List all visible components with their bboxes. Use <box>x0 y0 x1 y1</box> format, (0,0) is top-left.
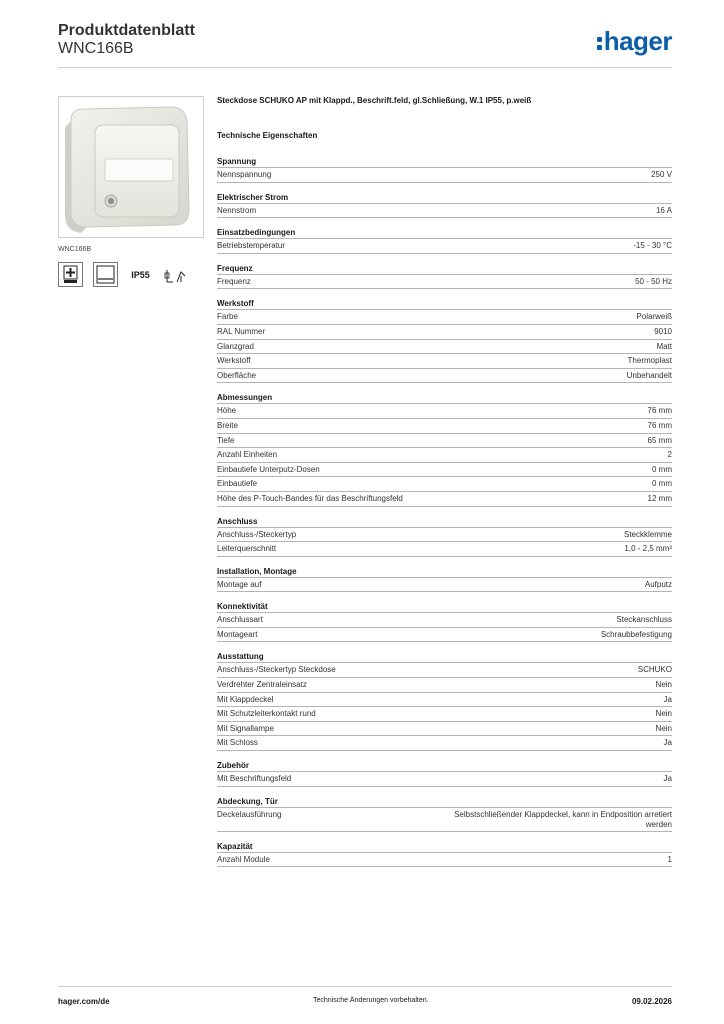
spec-label: Betriebstemperatur <box>217 241 286 251</box>
spec-value: Steckanschluss <box>616 615 672 625</box>
spec-value: 76 mm <box>647 420 672 430</box>
spec-group <box>217 193 672 219</box>
spec-group <box>217 797 672 832</box>
spec-row <box>217 434 672 449</box>
spec-row <box>217 542 672 557</box>
spec-label: Mit Klappdeckel <box>217 694 274 704</box>
spec-row <box>217 663 672 678</box>
spec-group-title: Einsatzbedingungen <box>217 228 672 239</box>
spec-row <box>217 613 672 628</box>
spec-label: Montageart <box>217 629 258 639</box>
spec-row <box>217 628 672 643</box>
spec-value: Ja <box>663 694 672 704</box>
spec-row <box>217 477 672 492</box>
spec-value: SCHUKO <box>637 665 672 675</box>
spec-label: Einbautiefe Unterputz-Dosen <box>217 464 320 474</box>
spec-label: Mit Signallampe <box>217 723 274 733</box>
spec-label: Nennspannung <box>217 170 272 179</box>
spec-row <box>217 736 672 751</box>
spec-value: 9010 <box>654 326 672 336</box>
spec-group <box>217 228 672 254</box>
spec-label: Verdrehter Zentraleinsatz <box>217 680 307 690</box>
spec-value: 76 mm <box>647 406 672 416</box>
spec-group-title: Kapazität <box>217 842 672 853</box>
spec-group <box>217 157 672 183</box>
footer-website-link[interactable]: hager.com/de <box>58 997 110 1006</box>
spec-value: 16 A <box>655 205 672 215</box>
page-header <box>58 22 672 68</box>
footer-notice: Technische Änderungen vorbehalten. <box>312 997 429 1004</box>
spec-group <box>217 761 672 787</box>
spec-group <box>217 602 672 642</box>
spec-value: Unbehandelt <box>626 370 672 380</box>
spec-label: Einbautiefe <box>217 479 258 489</box>
spec-row <box>217 404 672 419</box>
spec-label: Anschluss-/Steckertyp Steckdose <box>217 665 336 675</box>
spec-label: Deckelausführung <box>217 809 282 819</box>
spec-label: Frequenz <box>217 276 251 286</box>
spec-row <box>217 528 672 543</box>
spec-group-title: Werkstoff <box>217 299 672 310</box>
spec-row <box>217 492 672 507</box>
spec-row <box>217 419 672 434</box>
spec-label: Farbe <box>217 312 238 322</box>
spec-value: Polarweiß <box>636 312 672 322</box>
product-description: Steckdose SCHUKO AP mit Klappd., Beschrift.feld, gl.Schließung, W.1 IP55, p.weiß <box>217 96 532 105</box>
spec-group <box>217 299 672 383</box>
document-title: Produktdatenblatt <box>58 22 195 39</box>
spec-row <box>217 693 672 708</box>
protection-class-icon <box>58 262 83 287</box>
spec-label: RAL Nummer <box>217 326 266 336</box>
specification-column <box>217 96 672 867</box>
page-footer <box>58 997 672 1006</box>
spec-row <box>217 340 672 355</box>
spec-group <box>217 517 672 557</box>
spec-row <box>217 578 672 593</box>
spec-label: Höhe <box>217 406 237 416</box>
ip-rating-badge: IP55 <box>128 262 153 287</box>
spec-value: Nein <box>655 723 672 733</box>
product-media <box>58 96 204 287</box>
spec-row <box>217 678 672 693</box>
spec-label: Anschluss-/Steckertyp <box>217 529 297 539</box>
spec-group-title: Anschluss <box>217 517 672 528</box>
spec-groups <box>217 157 672 867</box>
spec-group-title: Zubehör <box>217 761 672 772</box>
spec-group-title: Spannung <box>217 157 672 168</box>
spec-row <box>217 808 672 832</box>
spec-value: Nein <box>655 680 672 690</box>
spec-group-title: Ausstattung <box>217 652 672 663</box>
spec-row <box>217 722 672 737</box>
image-caption: WNC166B <box>58 246 92 253</box>
spec-label: Nennstrom <box>217 205 257 215</box>
spec-group-title: Abdeckung, Tür <box>217 797 672 808</box>
spec-label: Tiefe <box>217 435 235 445</box>
spec-group-title: Abmessungen <box>217 393 672 404</box>
logo-text: hager <box>603 26 672 56</box>
surface-mount-icon <box>93 262 118 287</box>
spec-value: 2 <box>667 450 672 460</box>
spec-row <box>217 239 672 254</box>
spec-label: Montage auf <box>217 579 262 589</box>
spec-value: -15 - 30 °C <box>633 241 672 251</box>
product-image <box>58 96 204 238</box>
spec-value: Schraubbefestigung <box>600 629 672 639</box>
spec-label: Mit Schloss <box>217 738 258 748</box>
section-heading: Technische Eigenschaften <box>217 131 318 140</box>
spec-row <box>217 463 672 478</box>
socket-illustration-icon <box>59 97 203 237</box>
spec-label: Anzahl Einheiten <box>217 450 278 460</box>
spec-value: 0 mm <box>652 464 672 474</box>
spec-group-title: Konnektivität <box>217 602 672 613</box>
spec-value: Steckklemme <box>623 529 672 539</box>
spec-group-title: Elektrischer Strom <box>217 193 672 204</box>
spec-group <box>217 393 672 506</box>
spec-row <box>217 310 672 325</box>
spec-row <box>217 325 672 340</box>
spec-value: 1 <box>667 854 672 864</box>
spec-label: Werkstoff <box>217 356 251 366</box>
spec-row <box>217 772 672 787</box>
product-code: WNC166B <box>58 40 134 57</box>
spec-label: Breite <box>217 420 238 430</box>
spec-group <box>217 842 672 868</box>
spec-group <box>217 264 672 290</box>
spec-value: 250 V <box>651 170 672 179</box>
footer-date: 09.02.2026 <box>631 997 672 1006</box>
spec-row <box>217 853 672 868</box>
spec-row <box>217 369 672 384</box>
spec-row <box>217 448 672 463</box>
spec-value: Aufputz <box>644 579 672 589</box>
spec-value: Matt <box>656 341 672 351</box>
spec-row <box>217 168 672 183</box>
spec-value: Selbstschließender Klappdeckel, kann in Endposition arretiert werden <box>454 809 672 829</box>
spec-row <box>217 354 672 369</box>
spec-label: Oberfläche <box>217 370 257 380</box>
spec-row <box>217 275 672 290</box>
certification-icons <box>58 262 204 287</box>
spec-value: Ja <box>663 738 672 748</box>
spec-label: Mit Beschriftungsfeld <box>217 774 292 784</box>
conductor-connection-icon <box>163 262 188 287</box>
spec-group <box>217 652 672 751</box>
spec-label: Anschlussart <box>217 615 263 625</box>
spec-group-title: Frequenz <box>217 264 672 275</box>
spec-label: Höhe des P-Touch-Bandes für das Beschriftungsfeld <box>217 493 403 503</box>
spec-group-title: Installation, Montage <box>217 567 672 578</box>
spec-row <box>217 204 672 219</box>
logo-dots-icon <box>597 30 602 52</box>
spec-value: Ja <box>663 774 672 784</box>
spec-value: Thermoplast <box>627 356 672 366</box>
spec-value: 0 mm <box>652 479 672 489</box>
spec-label: Leiterquerschnitt <box>217 544 277 554</box>
footer-divider <box>58 986 672 987</box>
hager-logo <box>597 26 672 57</box>
spec-label: Glanzgrad <box>217 341 254 351</box>
spec-value: Nein <box>655 709 672 719</box>
spec-value: 1,0 - 2,5 mm² <box>624 544 672 554</box>
spec-row <box>217 707 672 722</box>
spec-label: Mit Schutzleiterkontakt rund <box>217 709 316 719</box>
spec-value: 65 mm <box>647 435 672 445</box>
spec-label: Anzahl Module <box>217 854 270 864</box>
spec-group <box>217 567 672 593</box>
spec-value: 50 - 50 Hz <box>635 276 672 286</box>
spec-value: 12 mm <box>647 493 672 503</box>
